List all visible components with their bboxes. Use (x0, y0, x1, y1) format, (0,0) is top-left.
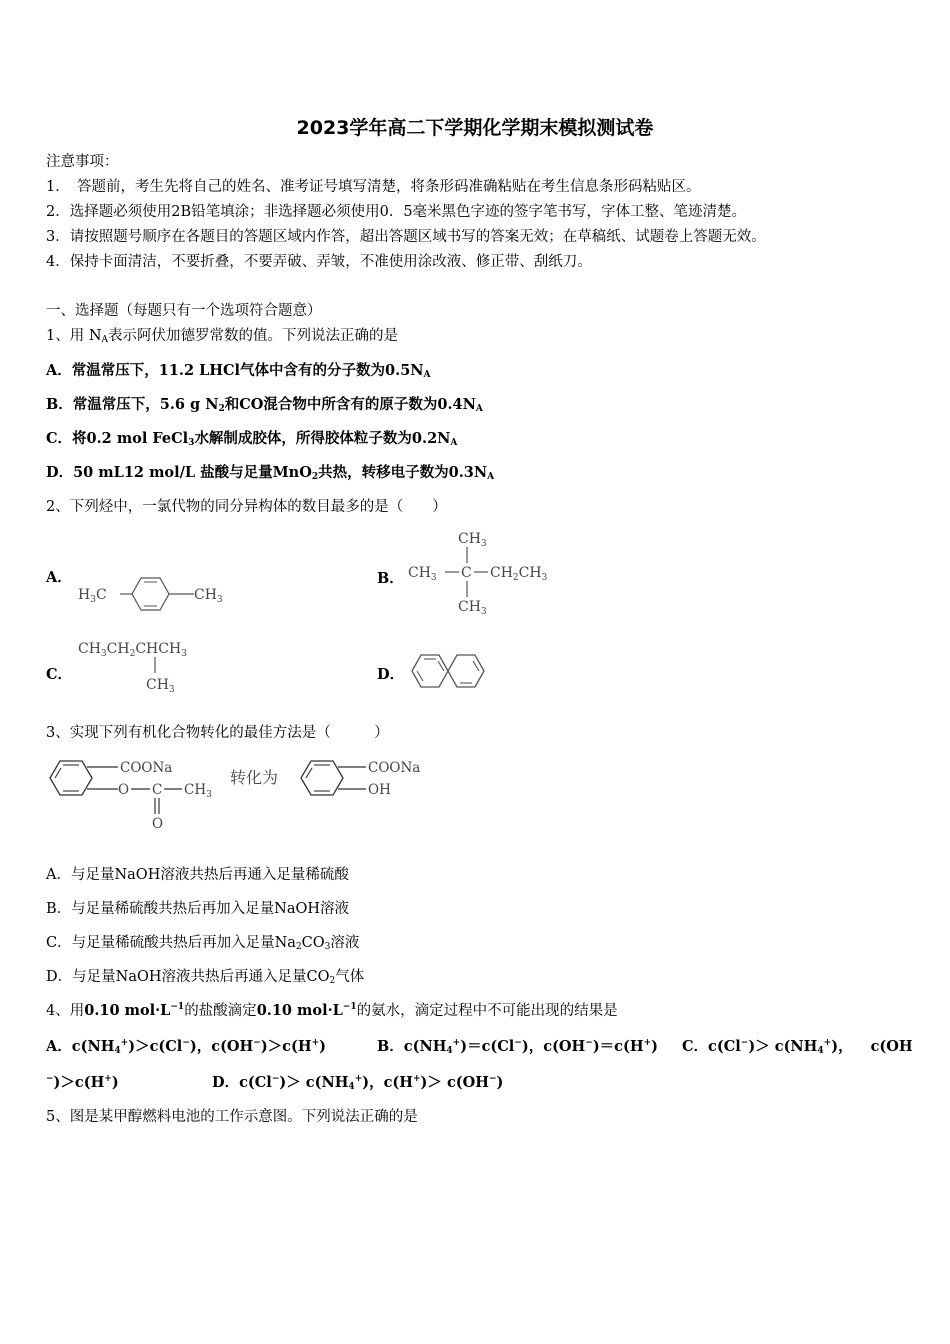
svg-text:CH3: $CH_3$ (146, 677, 175, 695)
q4-option-c-continued: −)＞c(H+) (46, 1074, 119, 1091)
q3-option-d: D．与足量NaOH溶液共热后再通入足量$CO_2$气体 (46, 969, 365, 986)
q3-option-b: B．与足量稀硫酸共热后再加入足量NaOH溶液 (46, 901, 350, 917)
notice-item-4: 4．保持卡面清洁，不要折叠，不要弄破、弄皱，不准使用涂改液、修正带、刮纸刀。 (46, 254, 592, 270)
q2-label-b: B． (377, 570, 404, 587)
q1-option-b: B．常温常压下，5.6 g $N_2$和CO混合物中所含有的原子数为$0.4N_A$ (46, 396, 483, 414)
structure-naphthalene (406, 648, 490, 694)
q3-option-a: A．与足量NaOH溶液共热后再通入足量稀硫酸 (46, 867, 349, 883)
svg-text:O: O (118, 782, 130, 798)
svg-text:CH3: $CH_3$ (194, 587, 223, 605)
q4-stem: 4、用0.10 $mol\cdot L^{-1}$的盐酸滴定0.10 $mol\cdot L^{-1}$的氨水，滴定过程中不可能出现的结果是 (46, 1002, 618, 1019)
svg-text:转化为: 转化为 (230, 768, 279, 787)
notice-item-3: 3．请按照题号顺序在各题目的答题区域内作答，超出答题区域书写的答案无效；在草稿纸、试题卷上答题无效。 (46, 229, 766, 245)
svg-text:CH3: $CH_3$ (458, 531, 487, 549)
q4-option-d: D．$c(Cl^-)> c(NH_4^+)$，c(H+)＞ c(OH−) (212, 1074, 504, 1092)
q5-stem: 5、图是某甲醇燃料电池的工作示意图。下列说法正确的是 (46, 1109, 418, 1125)
structure-2-methylbutane (74, 633, 224, 697)
q4-option-a: A．$c(NH_4^+)>c(Cl^-)$，c(OH−)＞c(H+) (46, 1038, 326, 1056)
svg-text:H3C: $H_3C$ (78, 587, 107, 605)
svg-text:CH2CH3: $CH_2CH_3$ (490, 565, 548, 583)
svg-text:COONa: COONa (120, 760, 173, 776)
structure-p-xylene (74, 568, 234, 618)
q1-stem: 1、用 $N_A$表示阿伏加德罗常数的值。下列说法正确的是 (46, 328, 399, 345)
q2-label-a: A． (46, 569, 72, 586)
svg-text:C: C (461, 565, 472, 581)
q4-option-c: C．$c(Cl^-)> c(NH_4^+)$， c(OH (682, 1038, 913, 1056)
svg-text:C: C (152, 782, 163, 798)
notice-heading: 注意事项： (46, 154, 119, 170)
notice-item-2: 2．选择题必须使用2B铅笔填涂；非选择题必须使用0．5毫米黑色字迹的签字笔书写，字体工整、笔迹清楚。 (46, 204, 747, 220)
q2-label-c: C． (46, 666, 73, 683)
svg-text:OH: OH (368, 782, 391, 798)
q3-reaction-scheme (44, 752, 444, 836)
notice-item-1: 1． 答题前，考生先将自己的姓名、准考证号填写清楚，将条形码准确粘贴在考生信息条形码粘贴区。 (46, 179, 701, 195)
q2-stem: 2、下列烃中，一氯代物的同分异构体的数目最多的是（ ） (46, 499, 447, 515)
svg-text:COONa: COONa (368, 760, 421, 776)
structure-2-2-dimethylbutane (404, 525, 564, 617)
svg-text:CH3: $CH_3$ (184, 782, 212, 800)
svg-text:O: O (152, 816, 164, 832)
svg-text:CH3: $CH_3$ (408, 565, 437, 583)
q1-option-a: A．常温常压下，11.2 LHCl气体中含有的分子数为$0.5N_A$ (46, 362, 431, 380)
q3-option-c: C．与足量稀硫酸共热后再加入足量$Na_2CO_3$溶液 (46, 935, 360, 952)
svg-text:CH3CH2CHCH3: $CH_3CH_2CHCH_3$ (78, 641, 187, 659)
q1-option-d: D．50 mL12 mol/L 盐酸与足量MnO$_2$共热，转移电子数为$0.3N_A$ (46, 464, 495, 482)
q4-option-b: B．$c(NH_4^+)=c(Cl^-)$，c(OH−)＝c(H+) (377, 1038, 658, 1056)
page-title: 2023学年高二下学期化学期末模拟测试卷 (296, 117, 654, 139)
svg-text:CH3: $CH_3$ (458, 599, 487, 617)
q2-label-d: D． (377, 666, 405, 683)
section-heading: 一、选择题（每题只有一个选项符合题意） (46, 303, 322, 319)
q3-stem: 3、实现下列有机化合物转化的最佳方法是（ ） (46, 725, 389, 741)
q1-option-c: C．将0.2 mol FeCl$_3$水解制成胶体，所得胶体粒子数为$0.2N_A$ (46, 430, 458, 448)
